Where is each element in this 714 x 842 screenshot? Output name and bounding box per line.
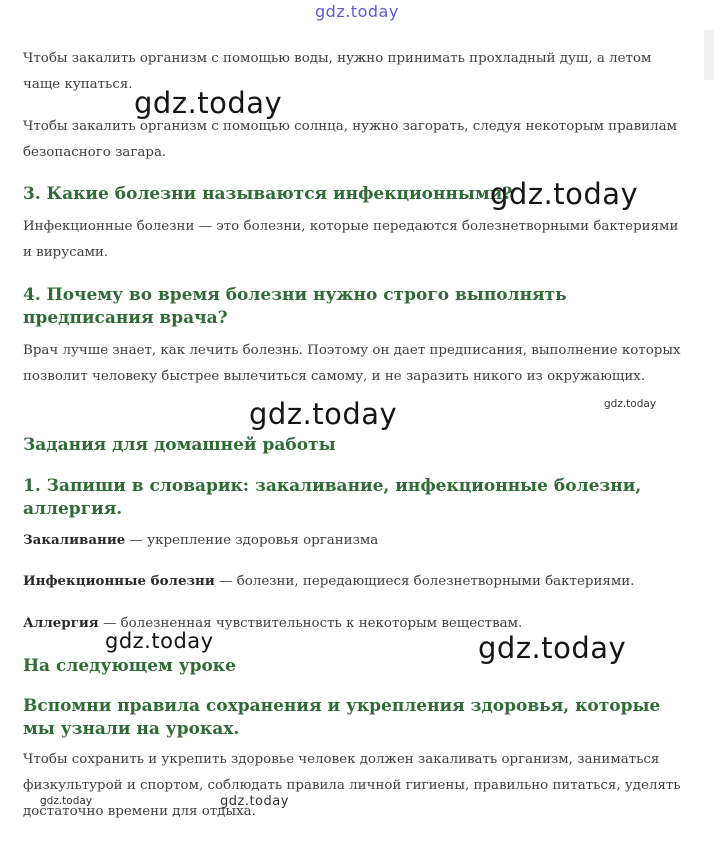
next-lesson-heading: На следующем уроке: [23, 656, 236, 676]
watermark: gdz.today: [478, 631, 627, 665]
watermark: gdz.today: [249, 397, 398, 431]
watermark: gdz.today: [604, 398, 657, 410]
definition-term: Закаливание: [23, 532, 126, 548]
definition-term: Инфекционные болезни: [23, 573, 215, 589]
watermark: gdz.today: [105, 629, 214, 653]
definition-text: — болезненная чувствительность к некоторым веществам.: [98, 616, 523, 631]
definition-hardening: [23, 527, 683, 554]
question-3-answer: Инфекционные болезни — это болезни, которые передаются болезнетворными бактериями и вирусами.: [23, 219, 679, 260]
next-lesson-subtitle: Вспомни правила сохранения и укрепления здоровья, которые мы узнали на уроках.: [23, 696, 661, 739]
definition-text: — укрепление здоровья организма: [125, 533, 379, 548]
watermark: gdz.today: [220, 794, 289, 809]
question-4-answer: Врач лучше знает, как лечить болезнь. Поэтому он дает предписания, выполнение которых позволит человеку быстрее вылечиться самому, и не заразить никого из окружающих.: [23, 343, 681, 384]
paragraph-water: Чтобы закалить организм с помощью воды, нужно принимать прохладный душ, а летом чаще купаться.: [23, 51, 652, 92]
question-4-heading: 4. Почему во время болезни нужно строго выполнять предписания врача?: [23, 285, 567, 328]
watermark: gdz.today: [134, 86, 283, 120]
watermark-top: gdz.today: [315, 2, 399, 21]
watermark: gdz.today: [490, 177, 639, 211]
next-lesson-answer: Чтобы сохранить и укрепить здоровье человек должен закаливать организм, заниматься физкультурой и спортом, соблюдать правила личной гигиены, правильно питаться, уделять достаточно времени для отдыха.: [23, 752, 681, 819]
watermark: gdz.today: [40, 795, 93, 807]
definition-infectious: [23, 568, 683, 595]
paragraph-sun: Чтобы закалить организм с помощью солнца, нужно загорать, следуя некоторым правилам безопасного загара.: [23, 119, 678, 160]
scrollbar-fragment: [704, 30, 714, 80]
definition-text: — болезни, передающиеся болезнетворными бактериями.: [214, 574, 635, 589]
homework-heading: Задания для домашней работы: [23, 435, 336, 455]
question-3-heading: 3. Какие болезни называются инфекционными?: [23, 184, 513, 204]
definition-term: Аллергия: [23, 615, 99, 631]
homework-task-1-heading: 1. Запиши в словарик: закаливание, инфекционные болезни, аллергия.: [23, 476, 642, 519]
